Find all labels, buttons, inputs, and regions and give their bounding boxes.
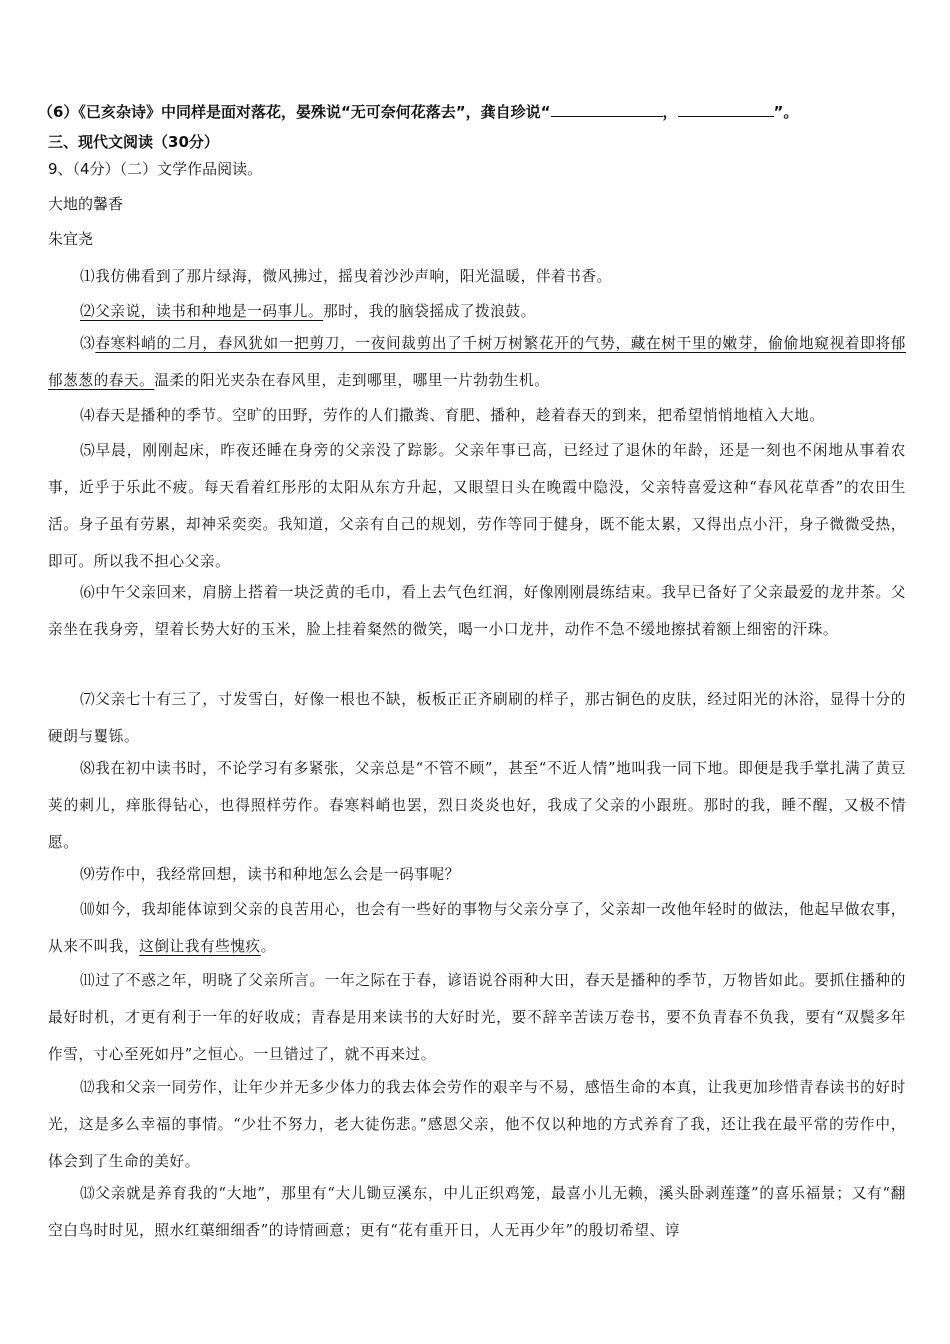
paragraph-7: ⑺父亲七十有三了，寸发雪白，好像一根也不缺，板板正正齐刷刷的样子，那古铜色的皮肤，经过阳光的沐浴，显得十分的硬朗与矍铄。 [48, 691, 906, 745]
paragraph-5: ⑸早晨，刚刚起床，昨夜还睡在身旁的父亲没了踪影。父亲年事已高，已经过了退休的年龄，还是一刻也不闲地从事着农事，近乎于乐此不疲。每天看着红彤彤的太阳从东方升起，又眼望日头在晚霞中隐没，父亲特喜爱这种“春风花草香”的农田生活。身子虽有劳累，却神采奕奕。我知道，父亲有自己的规划，劳作等同于健身，既不能太累，又得出点小汗，身子微微受热，即可。所以我不担心父亲。 [48, 442, 906, 570]
article-title: 大地的馨香 [48, 195, 124, 213]
question-6 [38, 102, 798, 122]
article-author: 朱宜尧 [48, 230, 94, 248]
paragraph-2-rest: 那时，我的脑袋摇成了拨浪鼓。 [323, 303, 536, 320]
blank-separator: ， [662, 103, 678, 121]
paragraph-6: ⑹中午父亲回来，肩膀上搭着一块泛黄的毛巾，看上去气色红润，好像刚刚晨练结束。我早已备好了父亲最爱的龙井茶。父亲坐在我身旁，望着长势大好的玉米，脸上挂着粲然的微笑，喝一小口龙井，动作不急不缓地擦拭着额上细密的汗珠。 [48, 584, 906, 638]
answer-blank-2[interactable] [678, 102, 774, 117]
answer-blank-1[interactable] [551, 102, 663, 117]
paragraph-12: ⑿我和父亲一同劳作，让年少并无多少体力的我去体会劳作的艰辛与不易，感悟生命的本真，让我更加珍惜青春读书的好时光，这是多么幸福的事情。“少壮不努力，老大徒伤悲。”感恩父亲，他不仅以种地的方式养育了我，还让我在最平常的劳作中，体会到了生命的美好。 [48, 1079, 906, 1170]
section-heading: 三、现代文阅读（30分） [48, 133, 219, 151]
paragraph-10-text: ⑽如今，我却能体谅到父亲的良苦用心，也会有一些好的事物与父亲分享了，父亲却一改他年轻时的做法，他起早做农事，从来不叫我， [48, 901, 906, 955]
underlined-sentence-3: 春寒料峭的二月，春风犹如一把剪刀，一夜间裁剪出了千树万树繁花开的气势，藏在树干里的嫩芽，偷偷地窥视着即将郁郁葱葱的春天。 [48, 335, 906, 389]
question-6-prompt: （6）《已亥杂诗》中同样是面对落花，晏殊说“无可奈何花落去”，龚自珍说“ [38, 103, 551, 121]
paragraph-1: ⑴我仿佛看到了那片绿海，微风拂过，摇曳着沙沙声响，阳光温暖，伴着书香。 [80, 268, 612, 285]
question-9-heading: 9、（4分）（二）文学作品阅读。 [48, 160, 263, 178]
question-6-end: ”。 [773, 103, 799, 121]
paragraph-3-rest: 温柔的阳光夹杂在春风里，走到哪里，哪里一片勃勃生机。 [154, 372, 550, 389]
paragraph-13: ⒀父亲就是养育我的“大地”，那里有“大儿锄豆溪东，中儿正织鸡笼，最喜小儿无赖，溪头卧剥莲蓬”的喜乐福景；又有“翻空白鸟时时见，照水红蕖细细香”的诗情画意；更有“花有重开日，人无再少年”的殷切希望、谆 [48, 1185, 906, 1239]
underlined-sentence-10: 这倒让我有些愧疚 [139, 938, 261, 955]
paragraph-10 [48, 891, 906, 965]
paragraph-3-number: ⑶ [80, 335, 96, 352]
paragraph-8: ⑻我在初中读书时，不论学习有多紧张，父亲总是“不管不顾”，甚至“不近人情”地叫我一同下地。即便是我手掌扎满了黄豆荚的刺儿，痒胀得钻心，也得照样劳作。春寒料峭也罢，烈日炎炎也好，我成了父亲的小跟班。那时的我，睡不醒，又极不情愿。 [48, 760, 906, 851]
paragraph-9: ⑼劳作中，我经常回想，读书和种地怎么会是一码事呢？ [80, 866, 460, 883]
paragraph-3 [48, 325, 906, 399]
underlined-sentence-2: ⑵父亲说，读书和种地是一码事儿。 [80, 303, 324, 320]
paragraph-4: ⑷春天是播种的季节。空旷的田野，劳作的人们撒粪、育肥、播种，趁着春天的到来，把希望悄悄地植入大地。 [80, 407, 825, 424]
paragraph-11: ⑾过了不惑之年，明晓了父亲所言。一年之际在于春，谚语说谷雨种大田，春天是播种的季节，万物皆如此。要抓住播种的最好时机，才更有利于一年的好收成；青春是用来读书的大好时光，要不辞辛苦读万卷书，要不负青春不负我，要有“双鬓多年作雪，寸心至死如丹”之恒心。一旦错过了，就不再来过。 [48, 972, 906, 1063]
paragraph-10-end: 。 [260, 938, 276, 955]
